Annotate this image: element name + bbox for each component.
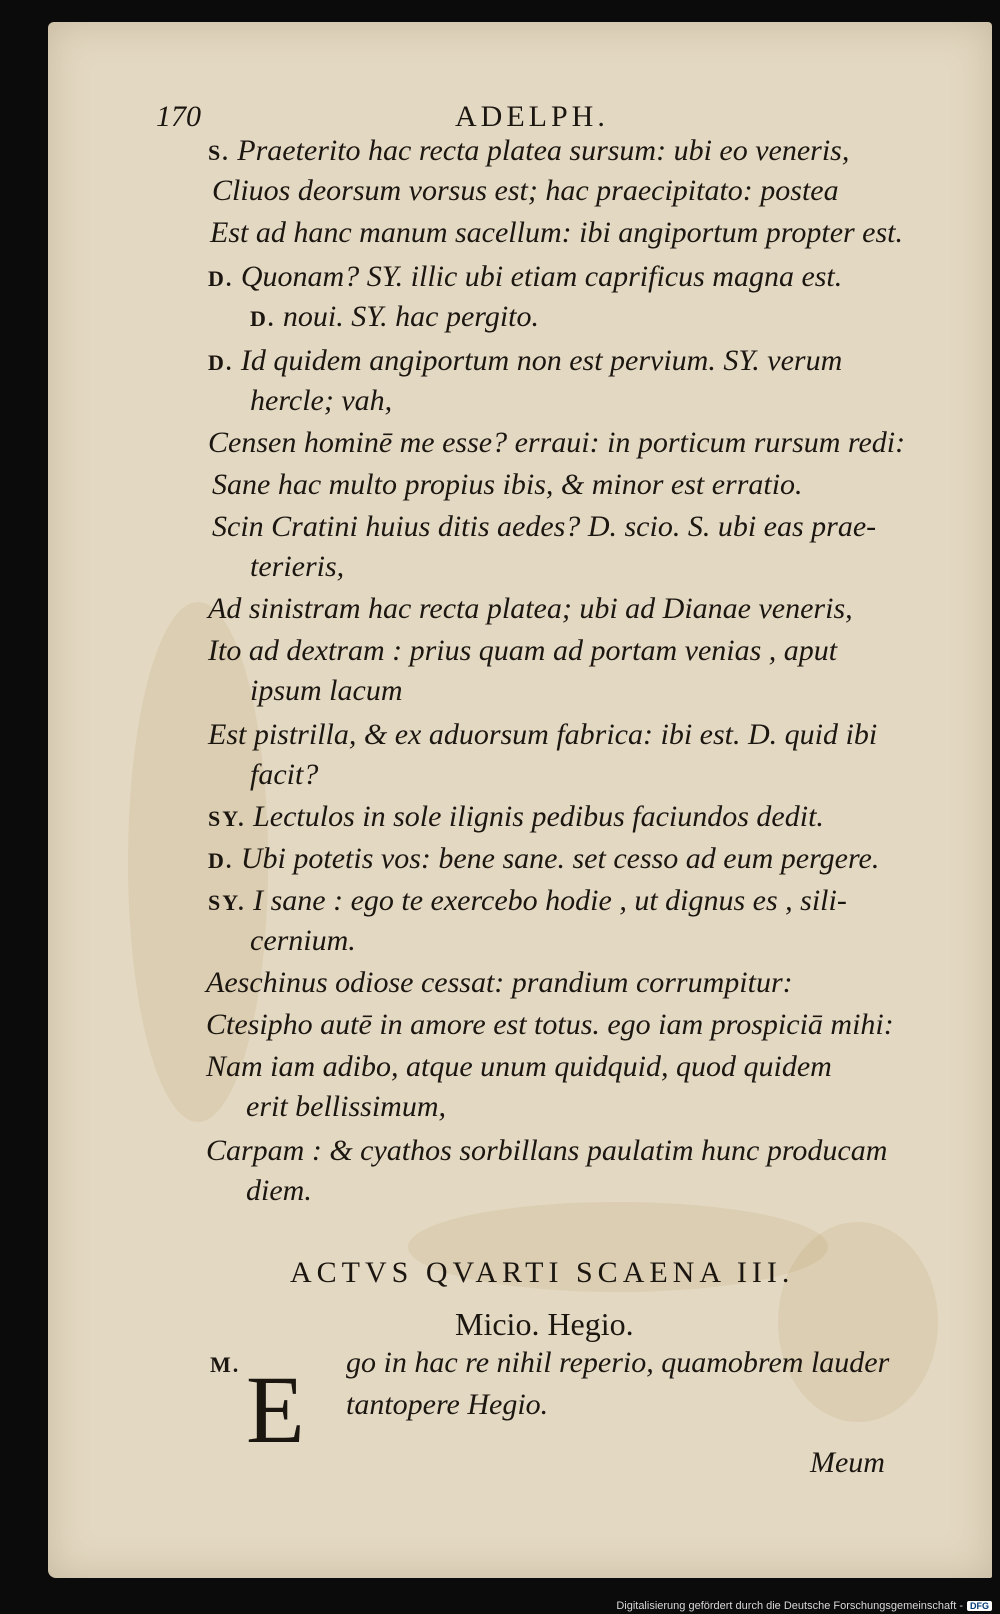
text-line (208, 842, 879, 878)
line-text: terieris, (250, 550, 345, 583)
text-line (246, 1090, 446, 1124)
speaker-label: D. (208, 266, 234, 291)
text-line (208, 634, 837, 668)
text-line (212, 174, 839, 208)
speaker-label: SY. (208, 806, 246, 831)
text-line (206, 966, 793, 1000)
footer-text: Digitalisierung gefördert durch die Deutsche Forschungsgemeinschaft - (616, 1600, 963, 1612)
line-text: facit? (250, 758, 319, 791)
running-title: ADELPH. (455, 100, 609, 133)
line-text: Lectulos in sole ilignis pedibus faciundos dedit. (253, 800, 824, 833)
text-line (250, 300, 539, 336)
text-line (208, 800, 824, 836)
speaker-label: SY. (208, 890, 246, 915)
text-line (208, 344, 842, 380)
text-line (250, 924, 356, 958)
line-text: noui. SY. hac pergito. (282, 300, 540, 333)
line-text: Quonam? SY. illic ubi etiam caprificus magna est. (240, 260, 843, 293)
text-line (208, 134, 849, 170)
text-line (346, 1388, 548, 1422)
line-text: diem. (246, 1174, 312, 1207)
line-text: Ito ad dextram : prius quam ad portam venias , aput (208, 634, 838, 667)
page-number: 170 (156, 100, 201, 133)
line-text: cernium. (250, 924, 356, 957)
line-text: Scin Cratini huius ditis aedes? D. scio. S. ubi eas prae- (212, 510, 877, 543)
line-text: go in hac re nihil reperio, quamobrem lauder (346, 1346, 890, 1379)
text-line (208, 260, 842, 296)
paper-stain (778, 1222, 938, 1422)
line-text: hercle; vah, (250, 384, 393, 417)
line-text: Cliuos deorsum vorsus est; hac praecipitato: postea (212, 174, 839, 207)
speaker-label: S. (208, 140, 230, 165)
text-line (346, 1346, 889, 1380)
line-text: ipsum lacum (250, 674, 403, 707)
text-line (250, 758, 318, 792)
drop-cap: E (246, 1356, 305, 1463)
text-line (206, 1008, 894, 1042)
line-text: Censen hominē me esse? erraui: in porticum rursum redi: (208, 426, 906, 459)
text-line (250, 384, 392, 418)
text-line (250, 674, 403, 708)
line-text: Nam iam adibo, atque unum quidquid, quod quidem (206, 1050, 832, 1083)
text-line (210, 1346, 240, 1382)
text-line (212, 510, 876, 544)
line-text: I sane : ego te exercebo hodie , ut dignus es , sili- (253, 884, 847, 917)
text-line (212, 468, 803, 502)
line-text: Aeschinus odiose cessat: prandium corrumpitur: (206, 966, 793, 999)
speaker-label: D. (208, 350, 234, 375)
catchword: Meum (810, 1446, 885, 1479)
line-text: Carpam : & cyathos sorbillans paulatim hunc producam (206, 1134, 888, 1167)
text-line (208, 426, 905, 460)
text-line (206, 1050, 832, 1084)
footer (616, 1600, 992, 1612)
line-text: Ubi potetis vos: bene sane. set cesso ad eum pergere. (240, 842, 880, 875)
speaker-label: M. (210, 1352, 241, 1377)
line-text: Est pistrilla, & ex aduorsum fabrica: ibi est. D. quid ibi (208, 718, 878, 751)
speaker-label: D. (208, 848, 234, 873)
line-text: erit bellissimum, (246, 1090, 446, 1123)
text-line (246, 1174, 312, 1208)
speaker-label: D. (250, 306, 276, 331)
line-text: Ad sinistram hac recta platea; ubi ad Dianae veneris, (208, 592, 853, 625)
line-text: Sane hac multo propius ibis, & minor est erratio. (212, 468, 803, 501)
line-text: Id quidem angiportum non est pervium. SY. verum (240, 344, 843, 377)
character-list: Micio. Hegio. (455, 1306, 634, 1342)
text-line (208, 884, 847, 920)
text-line (210, 216, 903, 250)
dfg-logo: DFG (967, 1601, 992, 1611)
text-line (250, 550, 344, 584)
text-line (208, 592, 853, 626)
line-text: Praeterito hac recta platea sursum: ubi eo veneris, (237, 134, 850, 167)
text-line (208, 718, 877, 752)
line-text: Ctesipho autē in amore est totus. ego iam prospiciā mihi: (206, 1008, 894, 1041)
line-text: Est ad hanc manum sacellum: ibi angiportum propter est. (210, 216, 904, 249)
act-heading: ACTVS QVARTI SCAENA III. (290, 1256, 795, 1289)
line-text: tantopere Hegio. (346, 1388, 549, 1421)
text-line (206, 1134, 887, 1168)
